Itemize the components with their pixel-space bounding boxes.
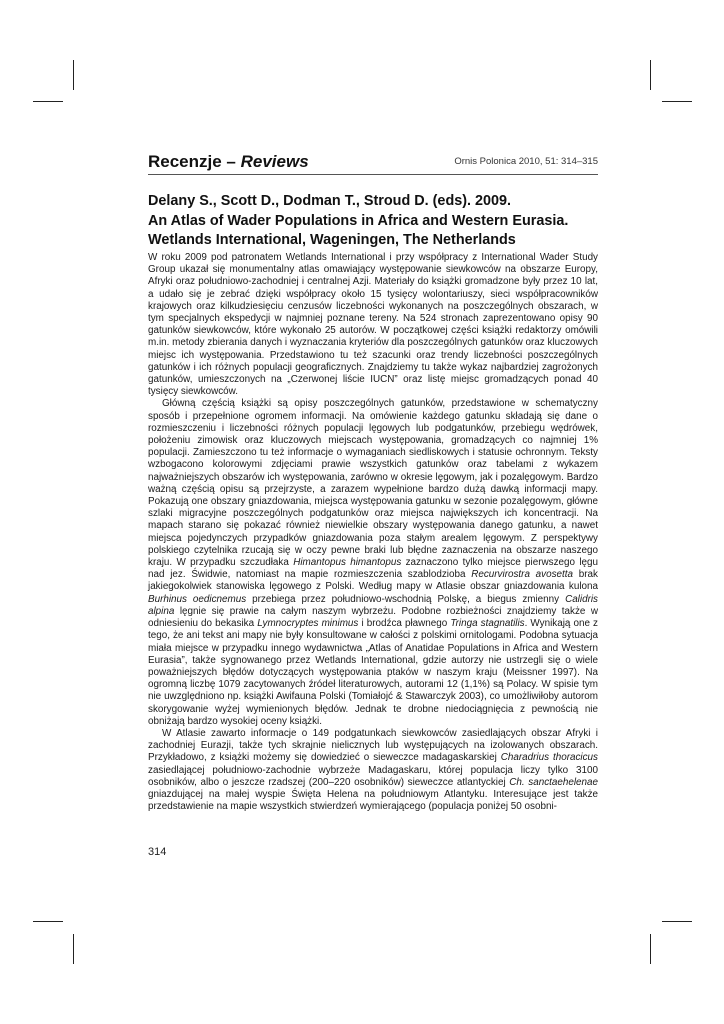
title-line: Wetlands International, Wageningen, The Netherlands: [148, 232, 516, 248]
section-label-en: Reviews: [240, 152, 309, 171]
crop-mark: [650, 934, 651, 964]
body-paragraph: [148, 728, 598, 813]
section-header: [148, 152, 309, 172]
species-name: Himantopus himantopus: [293, 557, 402, 569]
text-run: . Wynikają one z tego, że ani tekst ani mapy nie były konsultowane w całości z polskimi ornitologami. Podobna sytuacja miała miejsce w przypadku innego wydawnictwa „Atlas of Anatidae Populations in Africa and Western Eurasia”, także sygnowanego przez Wetlands International, gdzie autorzy nie ustrzegli się o wiele poważniejszych błędów dotyczących występowania ptaków w naszym kraju (Meissner 1997). Na ogromną liczbę 1079 zacytowanych źródeł literaturowych, autorami 12 (1,1%) są Polacy. W spisie tym nie uwzględniono np. książki Awifauna Polski (Tomiałojć & Stawarczyk 2003), co umożliwiłoby autorom skorygowanie wyżej wymienionych błędów. Jednak te drobne niedociągnięcia z pewnością nie obniżają bardzo wysokiej oceny książki.: [148, 618, 598, 727]
review-title: [148, 192, 600, 251]
text-run: zasiedlającej południowo-zachodnie wybrzeże Madagaskaru, której populacja liczy tylko 3100 osobników, albo o jeszcze rzadszej (200–220 osobników) sieweczce atlantyckiej: [148, 764, 598, 788]
species-name: Recurvirostra avosetta: [471, 569, 574, 581]
species-name: Lymnocryptes minimus: [257, 618, 359, 630]
crop-mark: [73, 934, 74, 964]
species-name: Tringa stagnatilis: [450, 618, 525, 630]
review-body: [148, 252, 598, 813]
crop-mark: [662, 921, 692, 922]
crop-mark: [33, 101, 63, 102]
species-name: Charadrius thoracicus: [500, 752, 598, 764]
species-name: Calidris alpina: [148, 593, 598, 617]
text-run: przebiega przez południowo-wschodnią Polskę, a biegus zmienny: [246, 593, 566, 605]
text-run: zaznaczono tylko miejsce pierwszego lęgu nad jez. Świdwie, natomiast na mapie rozmieszczenia szablodzioba: [148, 557, 598, 581]
text-run: brak jakiegokolwiek stanowiska lęgowego z Polski. Według mapy w Atlasie obszar gniazdowania kulona: [148, 569, 598, 593]
page-number: 314: [148, 846, 167, 858]
body-paragraph: [148, 252, 598, 398]
species-name: Ch. sanctaehelenae: [509, 776, 599, 788]
journal-citation: Ornis Polonica 2010, 51: 314–315: [454, 156, 598, 167]
text-run: i brodźca pławnego: [358, 618, 451, 630]
title-line: An Atlas of Wader Populations in Africa and Western Eurasia.: [148, 212, 569, 229]
crop-mark: [73, 60, 74, 90]
section-label: Recenzje –: [148, 152, 241, 171]
text-run: gniazdującej na małej wyspie Święta Helena na południowym Atlantyku. Interesujące jest także przedstawienie na mapie wszystkich stwierdzeń wymierającego (populacja poniżej 50 osobni-: [148, 788, 598, 813]
species-name: Burhinus oedicnemus: [148, 593, 247, 605]
title-line: Delany S., Scott D., Dodman T., Stroud D. (eds). 2009.: [148, 193, 512, 209]
header-rule: [148, 174, 598, 175]
body-paragraph: [148, 398, 598, 727]
text-run: W roku 2009 pod patronatem Wetlands International i przy współpracy z International Wader Study Group ukazał się monumentalny atlas omawiający występowanie siewkowców na obszarze Europy, Afryki oraz południowo-zachodniej i centralnej Azji. Materiały do książki gromadzone były przez 10 lat, a udało się je zebrać dzięki współpracy około 15 tysięcy wolontariuszy, sieci współpracowników krajowych oraz kilkudziesięciu cenzusów liczebności wykonanych na poszczególnych obszarach, w tym specjalnych ekspedycji w najmniej poznane tereny. Na 524 stronach zaprezentowano opisy 90 gatunków siewkowców, które wykonało 25 autorów. W początkowej części książki redaktorzy omówili m.in. metody zbierania danych i wyznaczania kryteriów dla poszczególnych gatunków oraz kluczowych miejsc ich występowania. Przedstawiono tu też szacunki oraz trendy liczebności poszczególnych gatunków i ich różnych populacji geograficznych. Znajdziemy tu także wykaz najbardziej zagrożonych gatunków, umieszczonych na „Czerwonej liście IUCN” oraz listę miejsc gromadzących ponad 40 tysięcy siewkowców.: [148, 252, 598, 398]
text-run: W Atlasie zawarto informacje o 149 podgatunkach siewkowców zasiedlających obszar Afryki i zachodniej Eurazji, także tych skrajnie nielicznych lub występujących na izolowanych obszarach. Przykładowo, z książki możemy się dowiedzieć o sieweczce madagaskarskiej: [148, 727, 598, 764]
crop-mark: [33, 921, 63, 922]
text-run: lęgnie się prawie na całym naszym wybrzeżu. Podobne rozbieżności znajdziemy także w odniesieniu do bekasika: [148, 605, 598, 630]
crop-mark: [662, 101, 692, 102]
crop-mark: [650, 60, 651, 90]
text-run: Główną częścią książki są opisy poszczególnych gatunków, przedstawione w schematyczny sposób i przepełnione ogromem informacji. Na omówienie każdego gatunku składają się dane o rozmieszczeniu i liczebności różnych populacji lęgowych lub podgatunków, przebiegu wędrówek, położeniu zimowisk oraz kluczowych miejscach występowania, gromadzących co najmniej 1% populacji. Zamieszczono tu też informacje o wymaganiach siedliskowych i statusie ochronnym. Teksty wzbogacono kolorowymi zdjęciami prawie wszystkich gatunków oraz tabelami z wykazem najważniejszych obszarów ich występowania, zarówno w okresie lęgowym, jak i pozalęgowym. Bardzo ważną częścią opisu są przejrzyste, a zarazem wypełnione bardzo dużą dawką informacji mapy. Pokazują one obszary gniazdowania, miejsca występowania gatunku w sezonie pozalęgowym, główne szlaki migracyjne poszczególnych podgatunków oraz miejsca największych ich koncentracji. Na mapach starano się pokazać również niewielkie obszary występowania danego gatunku, a nawet miejsca pojedynczych przypadków gniazdowania poza stałym arealem lęgowym. Z perspektywy polskiego czytelnika rzucają się w oczy pewne braki lub błędne zaznaczenia na obszarze naszego kraju. W przypadku szczudłaka: [148, 398, 598, 569]
